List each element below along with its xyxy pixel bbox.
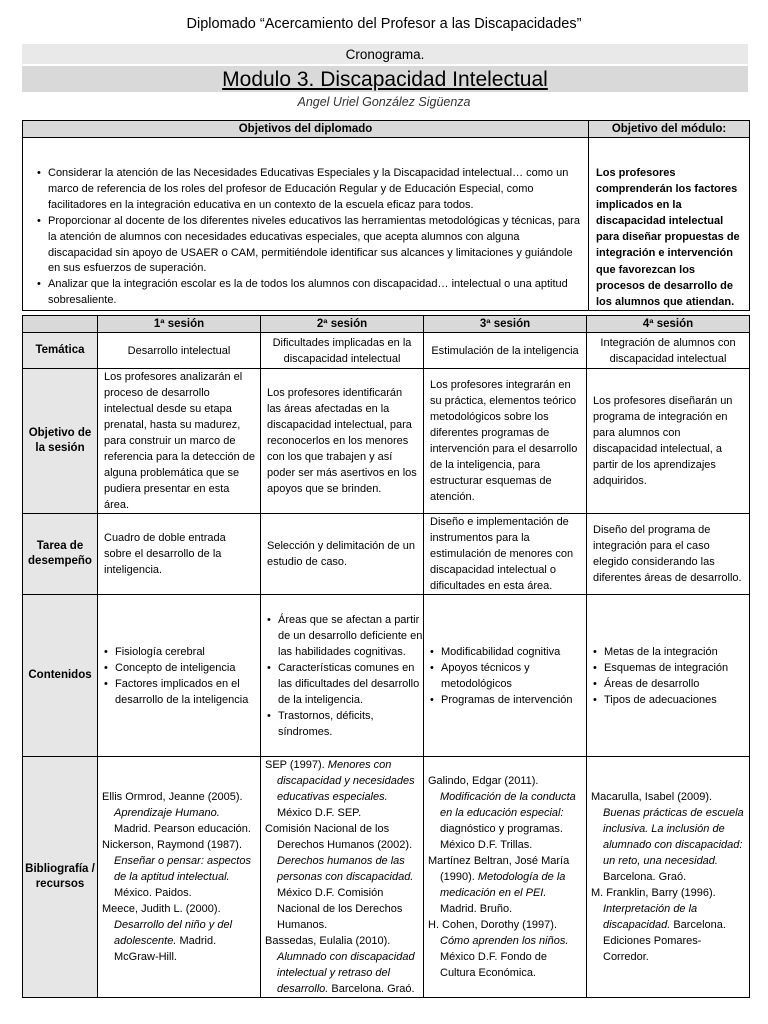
contenidos-cell [98,595,261,757]
bibliografia-cell [424,757,587,998]
sessions-table [22,315,750,998]
bibliografia-cell [98,757,261,998]
tarea-cell: Cuadro de doble entrada sobre el desarrollo de la inteligencia. [98,514,261,595]
module-title: Modulo 3. Discapacidad Intelectual [22,66,748,92]
diploma-objective-item: • Proporcionar al docente de los diferentes niveles educativos las herramientas metodológicas y técnicas, para la atención de alumnos con necesidades educativas especiales, que acepta alumnos con alguna discapacidad sin apoyo de USAER o CAM, permitiéndole identificar sus alcances y limitaciones y guiándole en sus esfuerzos de superación. [37,214,580,278]
bib-entry: Macarulla, Isabel (2009). Buenas prácticas de escuela inclusiva. La inclusión de alumnado con discapacidad: un reto, una necesidad. Barcelona. Graó. [591,791,744,883]
bib-entry: SEP (1997). Menores con discapacidad y necesidades educativas especiales. México D.F. SEP. [265,759,415,819]
contenido-item: • Concepto de inteligencia [104,660,260,676]
row-label-bibliografia: Bibliografía / recursos [23,757,98,998]
contenido-item: • Factores implicados en el desarrollo de la inteligencia [104,676,260,708]
contenido-item: • Fisiología cerebral [104,644,260,660]
module-objective-cell [589,138,750,311]
session-header: 1ª sesión [98,316,261,333]
bib-entry: Comisión Nacional de los Derechos Humanos (2002). Derechos humanos de las personas con discapacidad. México D.F. Comisión Nacional de los Derechos Humanos. [265,823,414,931]
tematica-cell: Integración de alumnos con discapacidad intelectual [587,333,750,369]
diploma-objective-item: • Analizar que la integración escolar es la de todos los alumnos con discapacidad… intelectual o una aptitud sobresaliente. [37,277,580,309]
contenidos-cell [424,595,587,757]
contenido-item: • Apoyos técnicos y metodológicos [430,660,586,692]
tarea-cell: Diseño e implementación de instrumentos para la estimulación de menores con discapacidad intelectual o dificultades en esta área. [424,514,587,595]
contenido-item: • Esquemas de integración [593,660,749,676]
diploma-objectives-header: Objetivos del diplomado [23,121,589,138]
bib-entry: Ellis Ormrod, Jeanne (2005). Aprendizaje Humano. Madrid. Pearson educación. [102,791,251,835]
contenido-item: • Tipos de adecuaciones [593,692,749,708]
objetivo-cell: Los profesores integrarán en su práctica, elementos teórico metodológicos sobre los diferentes programas de intervención para el desarrollo de la inteligencia, para estructurar esquemas de atención. [424,369,587,514]
diploma-objective-item: • Considerar la atención de las Necesidades Educativas Especiales y la Discapacidad intelectual… como un marco de referencia de los roles del profesor de Educación Regular y de Educación Especial, como facilitadores en la integración educativa en un contexto de la escuela eficaz para todos. [37,166,580,214]
session-header: 2ª sesión [261,316,424,333]
objetivo-cell: Los profesores identificarán las áreas afectadas en la discapacidad intelectual, para reconocerlos en los menores con los que trabajen y así poder ser más asertivos en los apoyos que se brinden. [261,369,424,514]
contenidos-cell [587,595,750,757]
contenido-item: • Áreas de desarrollo [593,676,749,692]
contenido-item: • Programas de intervención [430,692,586,708]
bibliografia-cell [587,757,750,998]
page-title: Diplomado “Acercamiento del Profesor a las Discapacidades” [186,16,582,32]
diploma-objectives-list [37,166,580,309]
contenidos-list [98,644,260,708]
row-label-tarea: Tarea de desempeño [23,514,98,595]
contenidos-list [261,612,423,740]
bib-entry: Galindo, Edgar (2011). Modificación de la conducta en la educación especial: diagnóstico y programas. México D.F. Trillas. [428,775,576,851]
tematica-cell: Estimulación de la inteligencia [424,333,587,369]
session-header: 3ª sesión [424,316,587,333]
diploma-objectives-cell [23,138,589,311]
tematica-cell: Desarrollo intelectual [98,333,261,369]
contenido-item: • Áreas que se afectan a partir de un desarrollo deficiente en las habilidades cognitivas. [267,612,423,660]
bib-entry: Bassedas, Eulalia (2010). Alumnado con discapacidad intelectual y retraso del desarrollo. Barcelona. Graó. [265,935,415,995]
contenidos-list [587,644,749,708]
module-objective-text: Los profesores comprenderán los factores implicados en la discapacidad intelectual para diseñar propuestas de integración e intervención que favorezcan los procesos de desarrollo de los alumnos que atiendan. [596,167,740,308]
row-label-objetivo: Objetivo de la sesión [23,369,98,514]
contenido-item: • Características comunes en las dificultades del desarrollo de la inteligencia. [267,660,423,708]
tematica-cell: Dificultades implicadas en la discapacidad intelectual [261,333,424,369]
cronograma-banner: Cronograma. [22,44,748,64]
bib-entry: Nickerson, Raymond (1987). Enseñar o pensar: aspectos de la aptitud intelectual. México. Paidos. [102,839,251,899]
contenidos-cell [261,595,424,757]
objetivo-cell: Los profesores diseñarán un programa de integración en para alumnos con discapacidad intelectual, a partir de los aprendizajes adquiridos. [587,369,750,514]
row-label-tematica: Temática [23,333,98,369]
contenido-item: • Metas de la integración [593,644,749,660]
module-objective-header: Objetivo del módulo: [589,121,750,138]
objectives-table [22,120,750,311]
author-name: Angel Uriel González Sigüenza [297,95,471,109]
contenidos-list [424,644,586,708]
tarea-cell: Diseño del programa de integración para el caso elegido considerando las diferentes áreas de desarrollo. [587,514,750,595]
contenido-item: • Trastornos, déficits, síndromes. [267,708,423,740]
objetivo-cell: Los profesores analizarán el proceso de desarrollo intelectual desde su etapa prenatal, hasta su madurez, para construir un marco de referencia para la detección de alguna problemática que se pudiera presentar en esta área. [98,369,261,514]
row-label-contenidos: Contenidos [23,595,98,757]
tarea-cell: Selección y delimitación de un estudio de caso. [261,514,424,595]
bib-entry: M. Franklin, Barry (1996). Interpretación de la discapacidad. Barcelona. Ediciones Pomares-Corredor. [591,887,726,963]
corner-cell [23,316,98,333]
contenido-item: • Modificabilidad cognitiva [430,644,586,660]
bib-entry: Meece, Judith L. (2000). Desarrollo del niño y del adolescente. Madrid. McGraw-Hill. [102,903,233,963]
bibliografia-cell [261,757,424,998]
bib-entry: H. Cohen, Dorothy (1997). Cómo aprenden los niños. México D.F. Fondo de Cultura Económica. [428,919,569,979]
session-header: 4ª sesión [587,316,750,333]
bib-entry: Martínez Beltran, José María (1990). Metodología de la medicación en el PEI. Madrid. Bruño. [428,855,570,915]
